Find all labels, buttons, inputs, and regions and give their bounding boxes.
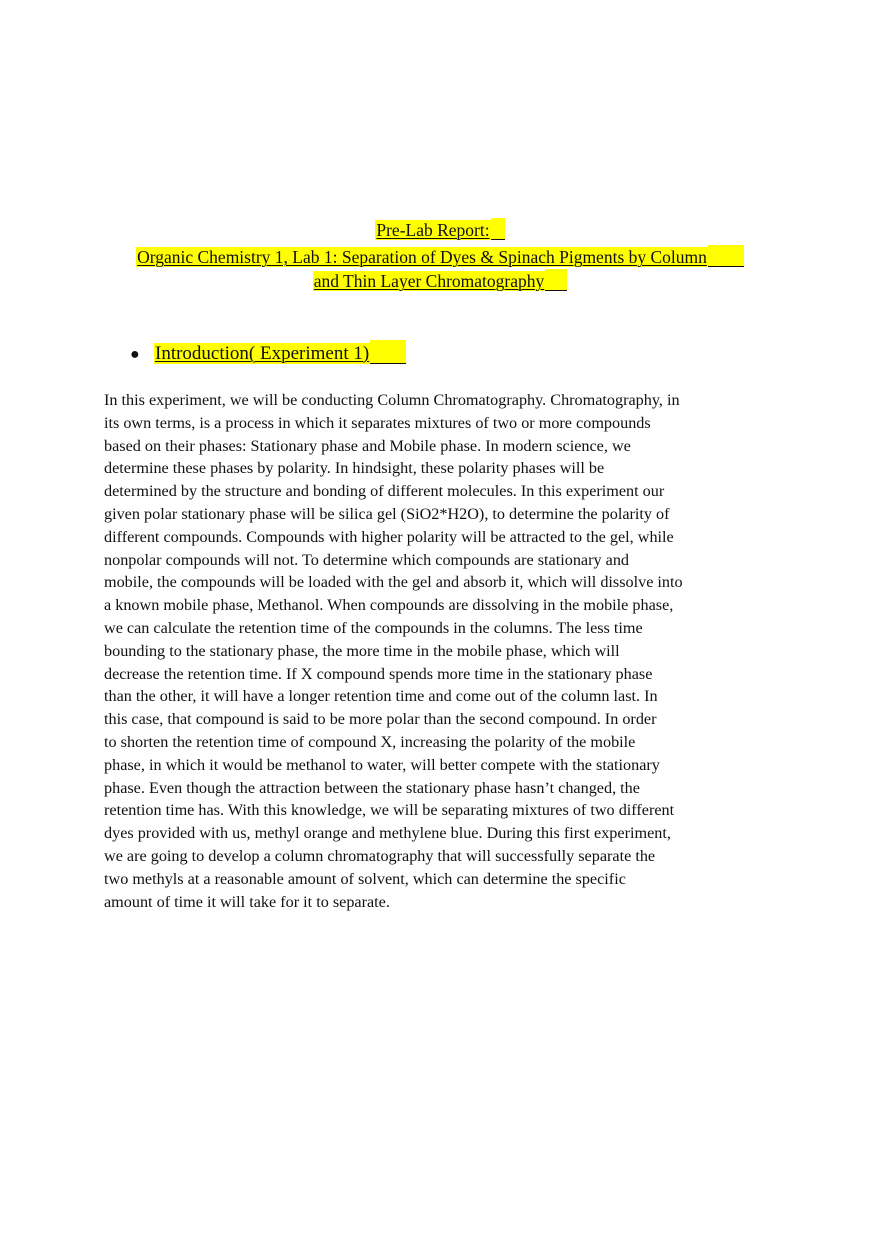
highlight-pad [491,218,505,240]
paragraph-line: phase. Even though the attraction between the stationary phase hasn’t changed, the [104,778,640,797]
paragraph-line: given polar stationary phase will be silica gel (SiO2*H2O), to determine the polarity of [104,504,670,523]
paragraph-line: phase, in which it would be methanol to water, will better compete with the stationary [104,755,660,774]
introduction-paragraph [104,389,744,913]
paragraph-line: determine these phases by polarity. In hindsight, these polarity phases will be [104,459,605,478]
highlight-pad [545,269,567,291]
paragraph-line: to shorten the retention time of compound X, increasing the polarity of the mobile [104,732,636,751]
paragraph-line: mobile, the compounds will be loaded with the gel and absorb it, which will dissolve into [104,573,683,592]
section-heading-text: Introduction( Experiment 1) [155,343,370,364]
report-title: Pre-Lab Report: [376,220,490,240]
paragraph-line: In this experiment, we will be conducting Column Chromatography. Chromatography, in [104,391,680,409]
paragraph-line: two methyls at a reasonable amount of solvent, which can determine the specific [104,869,626,888]
paragraph-line: retention time has. With this knowledge, we will be separating mixtures of two different [104,801,675,820]
paragraph-line: determined by the structure and bonding of different molecules. In this experiment our [104,482,665,501]
paragraph-line: different compounds. Compounds with higher polarity will be attracted to the gel, while [104,527,674,546]
title-line-3 [0,269,880,293]
paragraph-line: bounding to the stationary phase, the more time in the mobile phase, which will [104,641,620,660]
title-line-1 [0,218,880,242]
title-line-2 [0,245,880,269]
paragraph-line: its own terms, is a process in which it separates mixtures of two or more compounds [104,413,651,432]
paragraph-line: than the other, it will have a longer retention time and come out of the column last. In [104,687,658,706]
paragraph-line: this case, that compound is said to be more polar than the second compound. In order [104,710,657,729]
highlight-pad [708,245,744,267]
paragraph-line: decrease the retention time. If X compound spends more time in the stationary phase [104,664,653,683]
report-subtitle-line-2: and Thin Layer Chromatography [313,271,545,291]
paragraph-line: based on their phases: Stationary phase and Mobile phase. In modern science, we [104,436,631,455]
paragraph-line: amount of time it will take for it to separate. [104,892,390,911]
paragraph-line: we are going to develop a column chromatography that will successfully separate the [104,846,656,865]
highlight-pad [370,340,406,364]
paragraph-line: nonpolar compounds will not. To determine which compounds are stationary and [104,550,630,569]
paragraph-line: we can calculate the retention time of the compounds in the columns. The less time [104,618,643,637]
report-subtitle-line-1: Organic Chemistry 1, Lab 1: Separation of Dyes & Spinach Pigments by Column [137,247,707,267]
paragraph-line: dyes provided with us, methyl orange and methylene blue. During this first experiment, [104,824,671,843]
section-heading [130,340,406,368]
paragraph-line: a known mobile phase, Methanol. When compounds are dissolving in the mobile phase, [104,596,674,615]
bullet-icon: ● [130,346,140,363]
